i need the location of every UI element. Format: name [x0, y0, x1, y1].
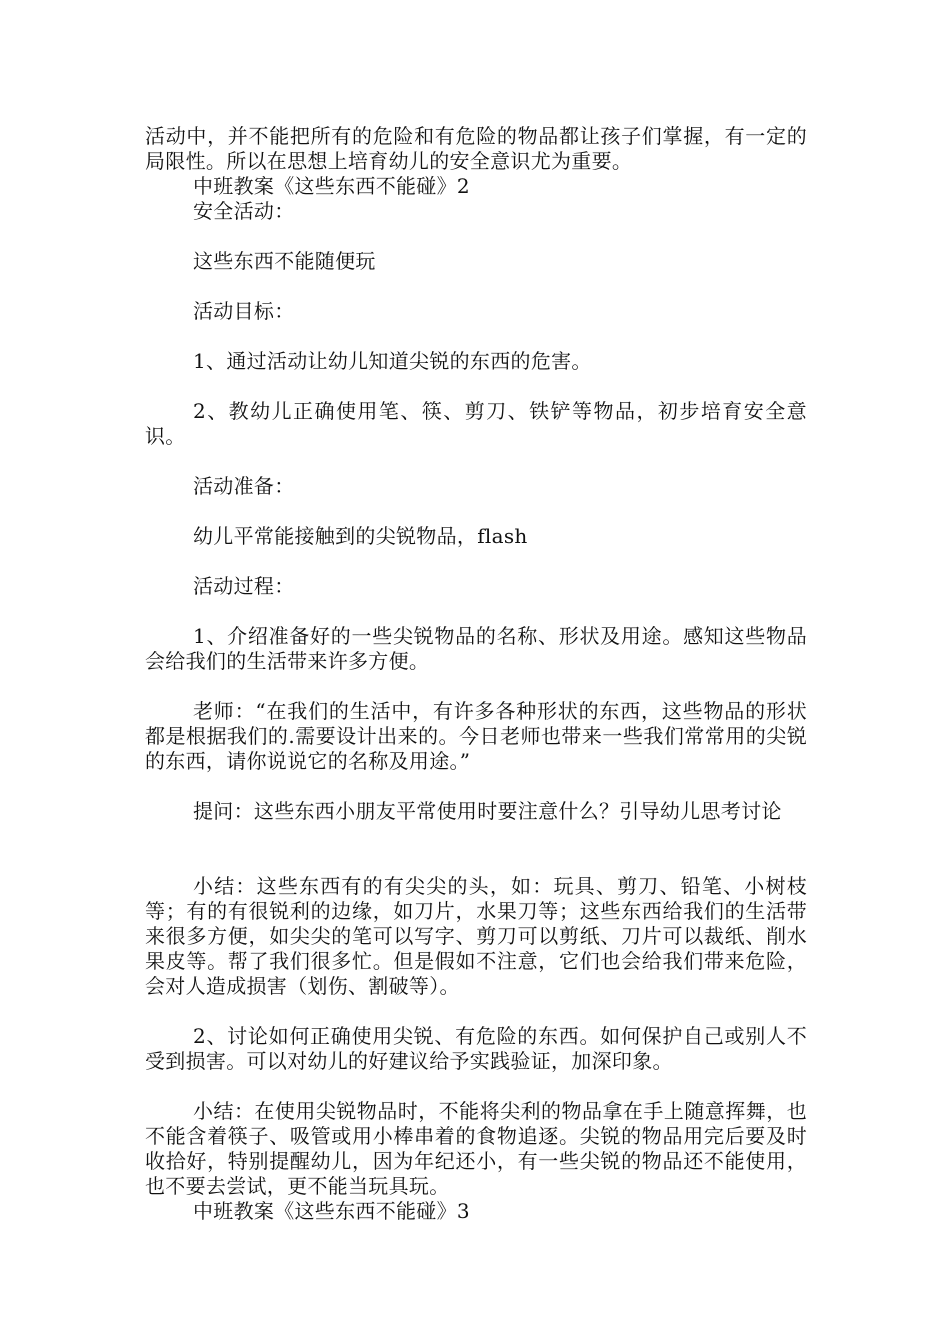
process-step-2: 2、讨论如何正确使用尖锐、有危险的东西。如何保护自己或别人不受到损害。可以对幼儿的好建议给予实践验证，加深印象。	[145, 1024, 807, 1073]
preparation-text: 幼儿平常能接触到的尖锐物品，flash	[193, 524, 528, 548]
process-step-1: 1、介绍准备好的一些尖锐物品的名称、形状及用途。感知这些物品会给我们的生活带来许多方便。	[145, 624, 807, 673]
goal-item-2: 2、教幼儿正确使用笔、筷、剪刀、铁铲等物品，初步培育安全意识。	[145, 399, 807, 448]
section-heading-2: 中班教案《这些东西不能碰》2	[193, 174, 470, 198]
activity-title: 这些东西不能随便玩	[193, 249, 376, 273]
activity-type-label: 安全活动：	[193, 199, 295, 223]
goal-item-1: 1、通过活动让幼儿知道尖锐的东西的危害。	[193, 349, 592, 373]
summary-2: 小结：在使用尖锐物品时，不能将尖利的物品拿在手上随意挥舞，也不能含着筷子、吸管或用小棒串着的食物追逐。尖锐的物品用完后要及时收拾好，特别提醒幼儿，因为年纪还小，有一些尖锐的物品还不能使用，也不要去尝试，更不能当玩具玩。	[145, 1099, 807, 1198]
teacher-quote: 老师：“在我们的生活中，有许多各种形状的东西，这些物品的形状都是根据我们的.需要设计出来的。今日老师也带来一些我们常常用的尖锐的东西，请你说说它的名称及用途。”	[145, 699, 807, 773]
process-heading: 活动过程：	[193, 574, 295, 598]
summary-1: 小结：这些东西有的有尖尖的头，如：玩具、剪刀、铅笔、小树枝等；有的有很锐利的边缘，如刀片，水果刀等；这些东西给我们的生活带来很多方便，如尖尖的笔可以写字、剪刀可以剪纸、刀片可以裁纸、削水果皮等。帮了我们很多忙。但是假如不注意，它们也会给我们带来危险，会对人造成损害（划伤、割破等）。	[145, 874, 807, 998]
preparation-heading: 活动准备：	[193, 474, 295, 498]
paragraph-intro-continuation: 活动中，并不能把所有的危险和有危险的物品都让孩子们掌握，有一定的局限性。所以在思想上培育幼儿的安全意识尤为重要。	[145, 124, 807, 173]
question-prompt: 提问：这些东西小朋友平常使用时要注意什么？引导幼儿思考讨论	[193, 799, 782, 823]
section-heading-3: 中班教案《这些东西不能碰》3	[193, 1199, 470, 1223]
goals-heading: 活动目标：	[193, 299, 295, 323]
